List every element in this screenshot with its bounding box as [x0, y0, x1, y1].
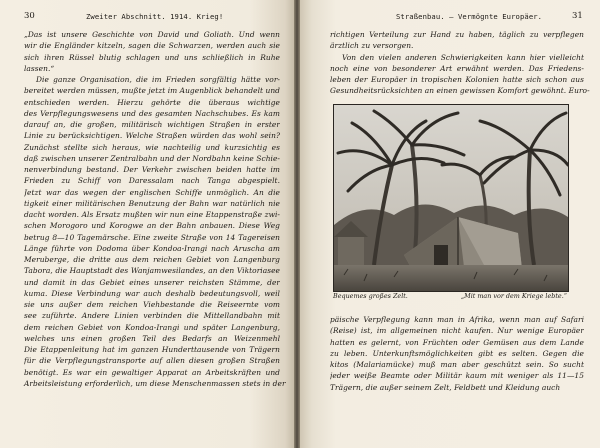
- text-line: Zunächst stellte sich heraus, wie nachteilig und kurzsichtig es: [24, 142, 280, 152]
- text-line: sie uns außer dem reichen Viehbestande die Reiseernte vom: [24, 300, 280, 309]
- text-line: darauf an, die großen, militärisch wichtigen Straßen in erster: [24, 120, 280, 129]
- left-page-body: [24, 29, 286, 389]
- text-line: wir die Engländer kitzeln, sagen die Schwarzen, werden auch sie: [24, 41, 280, 51]
- right-running-head: Straßenbau. — Vermögnte Europäer.: [396, 12, 543, 21]
- right-page-body-top: [330, 29, 590, 97]
- text-line: kuma. Diese Verbindung war auch deshalb bedeutungsvoll, weil: [24, 288, 280, 298]
- text-line: schen Morogoro und Korogwe an der Bahn anbauen. Diese Weg: [24, 221, 280, 231]
- text-line: entschieden werden. Hierzu gehörte die überaus wichtige: [24, 97, 280, 107]
- tent-photograph: [333, 104, 569, 292]
- text-line: Linie zu berücksichtigen. Welche Straßen würden das wohl sein?: [24, 131, 280, 141]
- text-line: benötigt. Es war ein gewaltiger Apparat an Arbeitskräften und: [24, 367, 280, 377]
- text-line: dem reichen Gebiet von Kondoa-Irangi und später Langenburg,: [24, 322, 280, 332]
- text-line: nenverbindung bestand. Der Verkehr zwischen beiden hatte im: [24, 165, 280, 174]
- text-line: dacht worden. Als Ersatz mußten wir nun eine Etappenstraße zwi-: [24, 210, 280, 219]
- left-page: [0, 0, 294, 448]
- text-line: Jetzt war das wegen der englischen Schiffe unmöglich. An die: [24, 187, 280, 197]
- text-line: noch eine von besonderer Art erwähnt werden. Das Friedens-: [330, 63, 584, 73]
- text-line: und damit in das Gebiet eines unserer reichsten Stämme, der: [24, 277, 280, 287]
- text-line: (Reise) ist, im allgemeinen nicht kaufen. Nur wenige Europäer: [330, 326, 584, 336]
- text-line: Meruberge, die dritte aus dem reichen Gebiet von Langenburg: [24, 255, 280, 264]
- text-line: Länge führte von Dodoma über Kondoa-Irangi nach Aruscha am: [24, 243, 280, 253]
- text-line: see zuführte. Andere Linien verbinden die Mittellandbahn mit: [24, 311, 280, 321]
- text-line: daß zwischen unserer Zentralbahn und der Nordbahn keine Schie-: [24, 153, 280, 163]
- text-line: betrug 8—10 Tagemärsche. Eine zweite Straße von 14 Tagereisen: [24, 232, 280, 242]
- photo-caption: [333, 292, 567, 300]
- text-line: jeder weiße Beamte oder Militär kaum mit weniger als 11—15: [330, 371, 584, 381]
- text-line: welches uns einen großen Teil des Bedarfs an Weizenmehl: [24, 333, 280, 343]
- text-line: sich ihren Rüssel blutig schlagen und uns schließlich in Ruhe: [24, 52, 280, 62]
- text-line: richtigen Verteilung zur Hand zu haben, täglich zu verpflegen: [330, 30, 584, 39]
- text-line: „Das ist unsere Geschichte von David und Goliath. Und wenn: [24, 30, 280, 39]
- text-line: Von den vielen anderen Schwierigkeiten kann hier vielleicht: [342, 52, 584, 62]
- text-line: Trägern, die außer seinem Zelt, Feldbett und Kleidung auch: [330, 382, 561, 392]
- text-line: Die ganze Organisation, die im Frieden sorgfältig hätte vor-: [36, 75, 280, 84]
- text-line: leben der Europäer in tropischen Kolonien hatte sich schon aus: [330, 75, 584, 84]
- text-line: Die Etappenleitung hat im ganzen Hunderttausende von Trägern: [24, 345, 280, 354]
- left-page-number: 30: [24, 11, 35, 21]
- text-line: ärztlich zu versorgen.: [330, 41, 414, 51]
- text-line: Frieden zu Schiff von Daressalam nach Tanga abgespielt.: [24, 176, 280, 186]
- text-line: für die Verpflegungstransporte auf allen diesen großen Straßen: [24, 356, 280, 366]
- text-line: Arbeitsleistung erforderlich, um diese Menschenmassen stets in der: [24, 378, 286, 388]
- text-line: bereitet werden müssen, mußte jetzt im Augenblick behandelt und: [24, 86, 280, 96]
- text-line: lassen.“: [24, 63, 55, 73]
- photo-caption-right: „Mit man vor dem Kriege lebte.“: [460, 292, 567, 300]
- photo-caption-left: Bequemes großes Zelt.: [333, 292, 408, 300]
- text-line: päische Verpflegung kann man in Afrika, wenn man auf Safari: [330, 315, 584, 324]
- right-page-number: 31: [572, 11, 583, 21]
- text-line: des Verpflegungswesens und des gesamten Nachschubes. Es kam: [24, 108, 280, 118]
- text-line: tigkeit einer militärischen Benutzung der Bahn war natürlich nie: [24, 198, 280, 208]
- text-line: Tabora, die Hauptstadt des Wanjamwesilandes, an den Viktoriasee: [24, 266, 280, 276]
- right-page-body-bottom: [330, 314, 584, 393]
- text-line: kitos (Malariamücke) muß man aber geschützt sein. So sucht: [330, 360, 584, 369]
- text-line: Gesundheitsrücksichten an einen gewissen Komfort gewöhnt. Euro-: [330, 86, 590, 96]
- text-line: zu leben. Unterkunftsmöglichkeiten gibt es selten. Gegen die: [330, 348, 584, 358]
- text-line: hatten es gelernt, von Früchten oder Gemüsen aus dem Lande: [330, 337, 584, 347]
- left-running-head: Zweiter Abschnitt. 1914. Krieg!: [86, 12, 224, 21]
